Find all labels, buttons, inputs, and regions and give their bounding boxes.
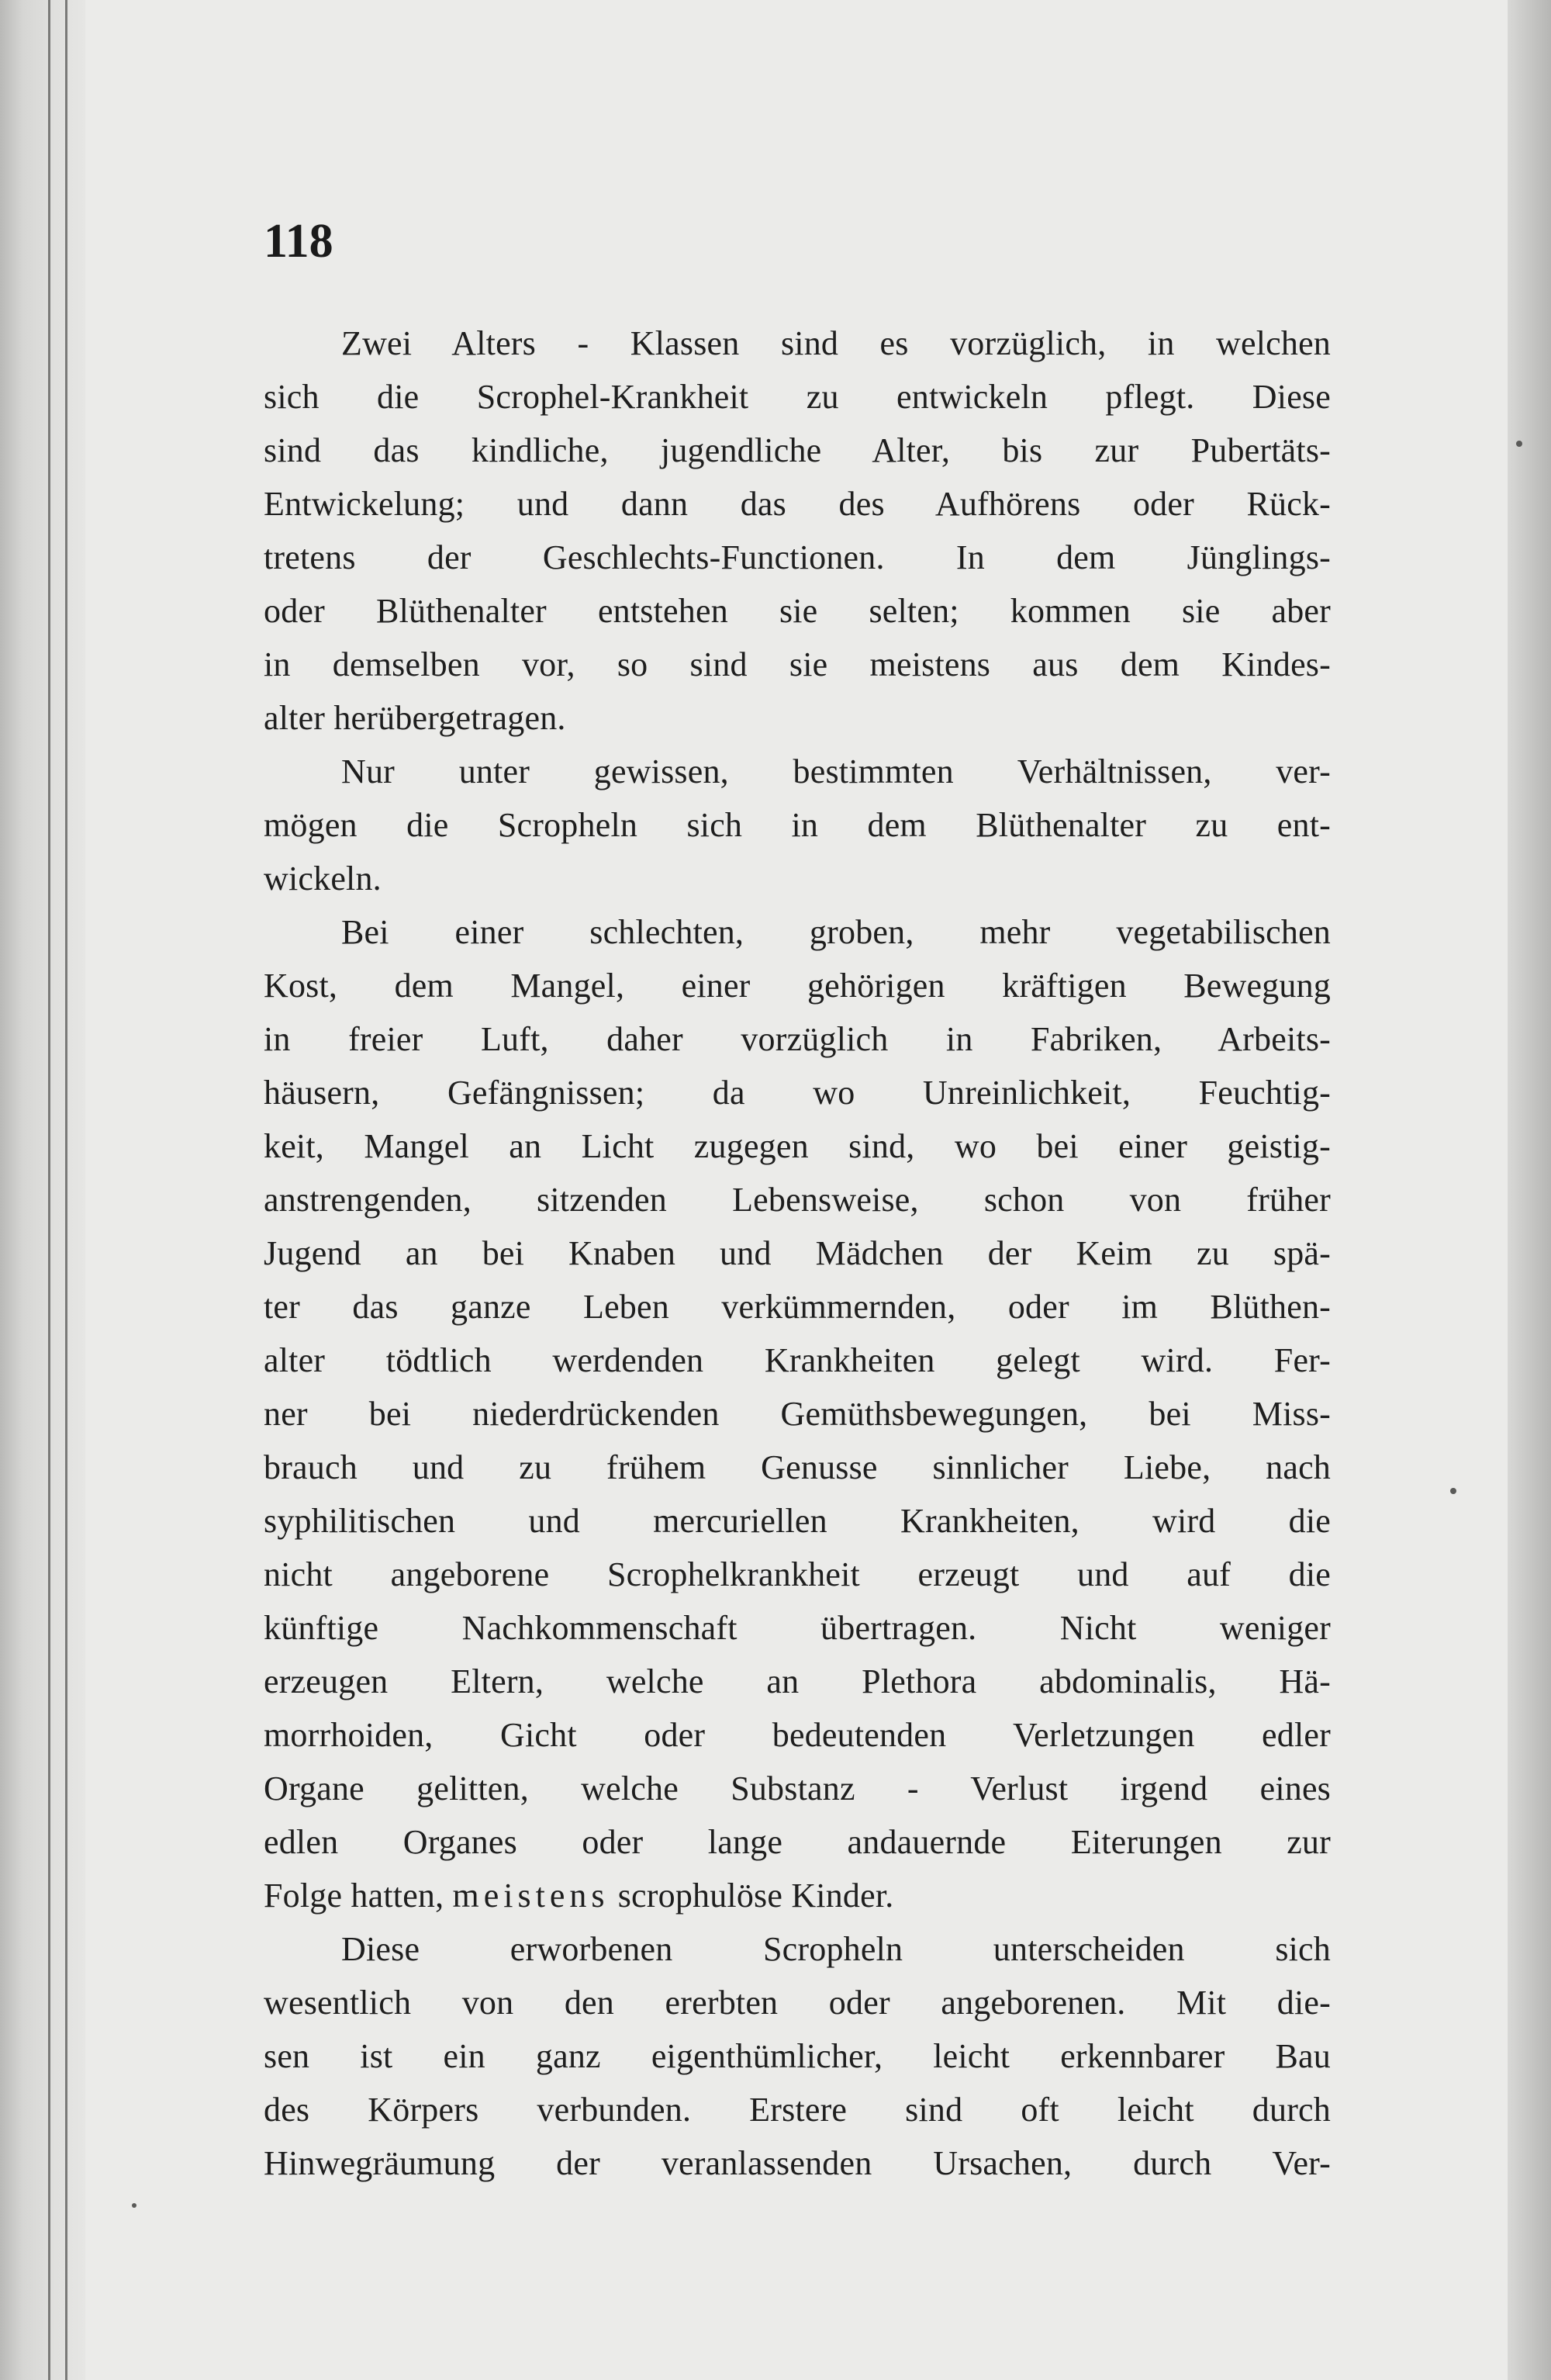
text-line: Organe gelitten, welche Substanz - Verlust irgend eines <box>264 1769 1331 1807</box>
text-line: morrhoiden, Gicht oder bedeutenden Verletzungen edler <box>264 1716 1331 1754</box>
text-line: sen ist ein ganz eigenthümlicher, leicht erkennbarer Bau <box>264 2037 1331 2075</box>
binding-edge-right <box>1508 0 1551 2380</box>
text-fragment: Folge hatten, <box>264 1877 453 1915</box>
text-line: wesentlich von den ererbten oder angeborenen. Mit die- <box>264 1984 1331 2022</box>
text-line: oder Blüthenalter entstehen sie selten; kommen sie aber <box>264 592 1331 630</box>
text-line: Zwei Alters - Klassen sind es vorzüglich, in welchen <box>341 324 1331 362</box>
page-edge-line <box>65 0 67 2380</box>
text-line: häusern, Gefängnissen; da wo Unreinlichkeit, Feuchtig- <box>264 1074 1331 1112</box>
text-line: Bei einer schlechten, groben, mehr vegetabilischen <box>341 913 1331 951</box>
text-line: ter das ganze Leben verkümmernden, oder im Blüthen- <box>264 1288 1331 1326</box>
text-line: syphilitischen und mercuriellen Krankheiten, wird die <box>264 1502 1331 1540</box>
text-line: Jugend an bei Knaben und Mädchen der Keim zu spä- <box>264 1234 1331 1272</box>
text-line: wickeln. <box>264 860 382 898</box>
text-line: künftige Nachkommenschaft übertragen. Nicht weniger <box>264 1609 1331 1647</box>
text-line: erzeugen Eltern, welche an Plethora abdominalis, Hä- <box>264 1662 1331 1700</box>
text-fragment: scrophulöse Kinder. <box>609 1877 894 1915</box>
text-line: des Körpers verbunden. Erstere sind oft leicht durch <box>264 2091 1331 2129</box>
text-line: Kost, dem Mangel, einer gehörigen kräftigen Bewegung <box>264 967 1331 1005</box>
text-line: Diese erworbenen Scropheln unterscheiden sich <box>341 1930 1331 1968</box>
text-line: in freier Luft, daher vorzüglich in Fabriken, Arbeits- <box>264 1020 1331 1058</box>
text-line: sind das kindliche, jugendliche Alter, bis zur Pubertäts- <box>264 431 1331 469</box>
text-line: anstrengenden, sitzenden Lebensweise, schon von früher <box>264 1181 1331 1219</box>
margin-speck <box>132 2203 136 2208</box>
text-line: brauch und zu frühem Genusse sinnlicher Liebe, nach <box>264 1448 1331 1486</box>
text-line-final <box>264 1869 1331 1922</box>
text-line: ner bei niederdrückenden Gemüthsbewegungen, bei Miss- <box>264 1395 1331 1433</box>
text-line: mögen die Scropheln sich in dem Blüthenalter zu ent- <box>264 806 1331 844</box>
text-line: Nur unter gewissen, bestimmten Verhältnissen, ver- <box>341 752 1331 790</box>
margin-speck <box>1516 441 1522 447</box>
margin-speck <box>1450 1488 1456 1494</box>
text-line: alter herübergetragen. <box>264 699 566 737</box>
text-line: keit, Mangel an Licht zugegen sind, wo bei einer geistig- <box>264 1127 1331 1165</box>
body-text <box>264 317 1331 2190</box>
binding-edge-left <box>0 0 85 2380</box>
text-line: in demselben vor, so sind sie meistens aus dem Kindes- <box>264 645 1331 683</box>
text-line: edlen Organes oder lange andauernde Eiterungen zur <box>264 1823 1331 1861</box>
text-line: sich die Scrophel-Krankheit zu entwickeln pflegt. Diese <box>264 378 1331 416</box>
page-edge-line <box>48 0 50 2380</box>
text-line: tretens der Geschlechts-Functionen. In dem Jünglings- <box>264 538 1331 576</box>
text-line: Hinwegräumung der veranlassenden Ursachen, durch Ver- <box>264 2144 1331 2182</box>
text-line: alter tödtlich werdenden Krankheiten gelegt wird. Fer- <box>264 1341 1331 1379</box>
page-number: 118 <box>264 215 333 268</box>
text-line: Entwickelung; und dann das des Aufhörens oder Rück- <box>264 485 1331 523</box>
text-line: nicht angeborene Scrophelkrankheit erzeugt und auf die <box>264 1555 1331 1593</box>
emphasized-word: meistens <box>452 1877 610 1915</box>
